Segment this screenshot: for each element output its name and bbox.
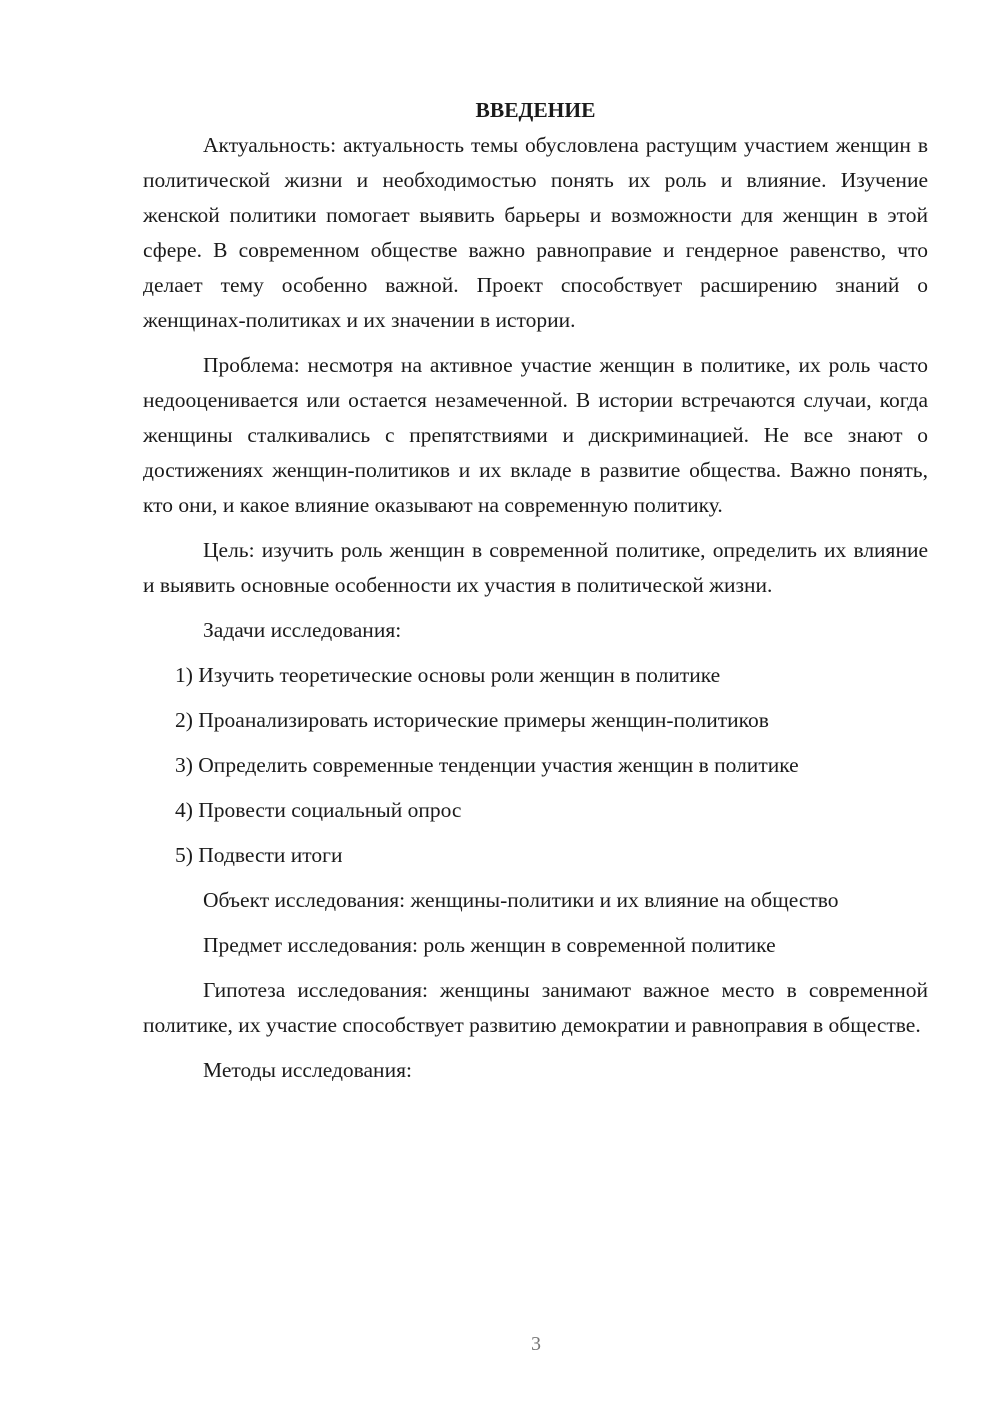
- problem-paragraph: Проблема: несмотря на активное участие женщин в политике, их роль часто недооценивается или остается незамеченной. В истории встречаются случаи, когда женщины сталкивались с препятствиями и дискриминацией. Не все знают о достижениях женщин-политиков и их вкладе в развитие общества. Важно понять, кто они, и какое влияние оказывают на современную политику.: [143, 353, 928, 517]
- hypothesis-paragraph: Гипотеза исследования: женщины занимают важное место в современной политике, их участие способствует развитию демократии и равноправия в обществе.: [143, 978, 928, 1037]
- relevance-paragraph: Актуальность: актуальность темы обусловлена растущим участием женщин в политической жизни и необходимостью понять их роль и влияние. Изучение женской политики помогает выявить барьеры и возможности для женщин в этой сфере. В современном обществе важно равноправие и гендерное равенство, что делает тему особенно важной. Проект способствует расширению знаний о женщинах-политиках и их значении в истории.: [143, 133, 928, 332]
- task-item-2: 2) Проанализировать исторические примеры женщин-политиков: [175, 708, 769, 732]
- goal-paragraph: Цель: изучить роль женщин в современной политике, определить их влияние и выявить основные особенности их участия в политической жизни.: [143, 538, 928, 597]
- page-number: 3: [531, 1333, 541, 1355]
- task-item-4: 4) Провести социальный опрос: [175, 798, 462, 822]
- tasks-heading: Задачи исследования:: [203, 618, 402, 642]
- document-page: [143, 93, 928, 1098]
- task-item-5: 5) Подвести итоги: [175, 843, 343, 867]
- section-title: ВВЕДЕНИЕ: [475, 98, 596, 122]
- methods-heading: Методы исследования:: [203, 1058, 412, 1082]
- task-item-1: 1) Изучить теоретические основы роли женщин в политике: [175, 663, 721, 687]
- task-item-3: 3) Определить современные тенденции участия женщин в политике: [175, 753, 799, 777]
- object-paragraph: Объект исследования: женщины-политики и их влияние на общество: [203, 888, 839, 912]
- subject-paragraph: Предмет исследования: роль женщин в современной политике: [203, 933, 776, 957]
